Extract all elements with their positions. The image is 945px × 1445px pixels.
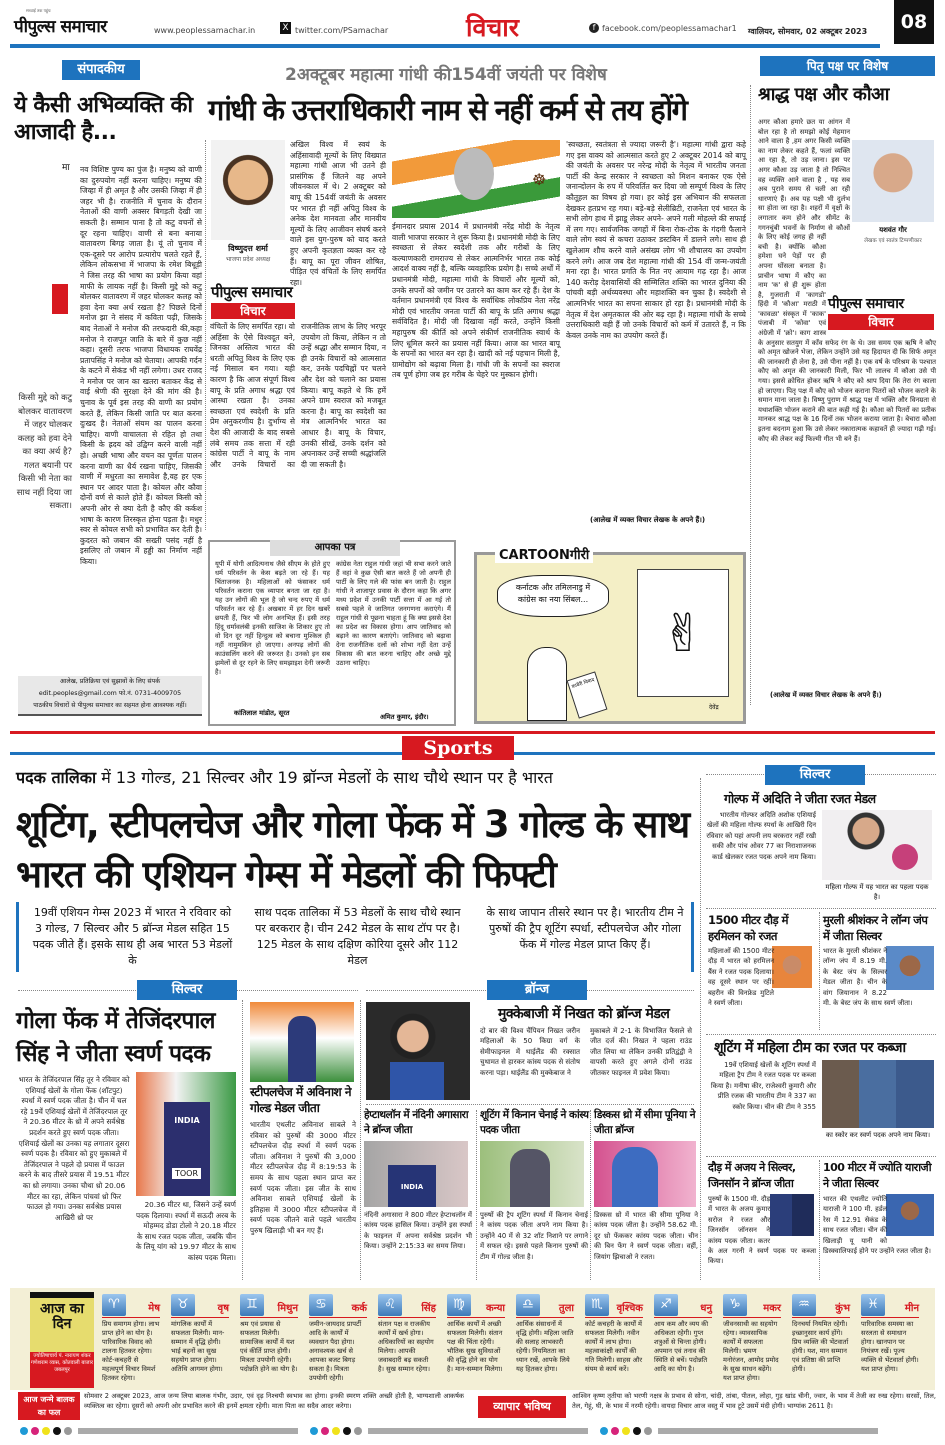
aaj-ka-din-title: आज का दिन [40, 1301, 84, 1332]
right-headline: श्राद्ध पक्ष और कौआ [758, 84, 889, 105]
sign-name: मीन [904, 1303, 919, 1314]
website-link[interactable]: www.peoplessamachar.in [154, 26, 256, 35]
zodiac-sign-10 [723, 1294, 781, 1394]
color-dot [600, 1427, 608, 1435]
sports-kicker [16, 766, 553, 788]
contact-email[interactable]: edit.peoples@gmail.com फो.नं. 0731-4009705 [38, 690, 182, 697]
sign-name: कुंभ [835, 1303, 850, 1314]
discus-body: डिस्कस थ्रो में भारत की सीमा पूनिया ने कांस्य पदक जीता है। उन्होंने 58.62 मी. दूर थ्रो फेंककर कांस्य पदक जीता। चीन की बिन फेंग ने स्वर्ण पदक जीता। वहीं, जियांग झिचाओ ने रजत। [594, 1211, 698, 1261]
page-number: 08 [894, 0, 934, 44]
trap-body: पुरुषों की ट्रैप शूटिंग स्पर्धा में किनान चेनाई ने कांस्य पदक जीता अपने नाम किया है। उन्होंने 40 में से 32 शॉट निशाने पर लगाने में सफल रहे। इससे पहले किनान पुरुषों की टीम में गोल्ड जीता है। [480, 1211, 588, 1261]
sign-name: सिंह [421, 1303, 436, 1314]
color-dot [611, 1427, 619, 1435]
golf-caption: महिला गोल्फ में यह भारत का पहला पदक है। [825, 883, 929, 901]
heptathlon-photo [364, 1141, 468, 1207]
column-divider [750, 85, 751, 705]
main-col-4: 'स्वच्छता, स्वतंत्रता से ज्यादा जरूरी है'। महात्मा गांधी द्वारा कहे गए इस वाक्य को आत्मसात करते हुए 2 अक्टूबर 2014 को बापू की जयंती के अवसर पर नरेन्द्र मोदी के नेतृत्व में भारतीय जनता पार्टी की केन्द्र सरकार ने स्वच्छता को मिशन बनाकर एक ऐसे जनान्दोलन के रुप में परिवर्तित कर दिया जो सम्पूर्ण विश्व के लिए कौतूहल का विषय हो गया। हर कोई इस अभियान की सफलता देखकर हतप्रभ रह गया। बड़े-बड़े सेलीब्रिटी, राजनेता एवं भारत के सभी लोग हाथ में झाडू लेकर अपने- अपने गली मोहल्ले की सफाई में लग गए। सार्वजनिक जगहों में बिना रोक-टोक के गंदगी फैलाने वाले लोग स्वयं से कचरा उठाकर डस्टबिन में डालने लगे। साथ ही खुलेआम शौच करने वाले असंख्य लोग भी शौचालय का उपयोग करने लगे। आज जब देश महात्मा गांधी की 154 वीं जन्म-जयंती मना रहा है। भारत प्रगति के नित नए आयाम गढ़ रहा है। आज 140 करोड़ देशवासियों की सम्मिलित शक्ति का भारत दुनिया की पांचवी बड़ी अर्थव्यवस्था और महाशक्ति बन चुका है। स्वदेशी से आत्मनिर्भर भारत का सपना साकार हो रहा है। प्रधानमंत्री मोदी के नेतृत्व में देश अमृतकाल की ओर बढ़ रहा है। महात्मा गांधी के सच्चे उत्तराधिकारी वही हैं जो उनके विचारों को कर्म में उतारते हैं, न कि केवल उनके नाम का उपयोग करते हैं। [566, 140, 746, 340]
opinion-bottom-rule [10, 731, 935, 734]
zodiac-sign-5 [378, 1294, 436, 1394]
sports-blurb-3: के साथ जापान तीसरे स्थान पर है। भारतीय टीम ने पुरुषों की ट्रैप शूटिंग स्पर्धा, स्टीपलचेज और गोला फेंक में गोल्ड मेडल प्राप्त किए हैं। [486, 906, 684, 951]
letters-box [208, 540, 456, 726]
sign-prediction: आर्थिक कार्यों में अच्छी सफलता मिलेगी। संतान पक्ष की चिंता रहेगी। भौतिक सुख सुविधाओं की वृद्धि होने का योग है। मान-सम्मान मिलेगा। [447, 1320, 503, 1373]
zodiac-symbol-icon: ♍ [447, 1294, 471, 1316]
sign-prediction: दिनचर्या नियमित रहेगी। इच्छानुसार कार्य होंगे। प्रिय व्यक्ति की भेंटवार्ता होगी। यश, मान सम्मान एवं प्रतिष्ठा की प्राप्ति होगी। [792, 1320, 849, 1373]
cartoon-paper: कावेरी विवाद [567, 671, 608, 718]
zodiac-symbol-icon: ♋ [309, 1294, 333, 1316]
astrologer-credit: ज्योतिषाचार्य पं. नारायण शंकर गणेशराम व्यास, कोतवाली बाजार जबलपुर [30, 1352, 94, 1388]
boxing-body-2: मुकाबले में 2-1 के विभाजित फैसले से जीत दर्ज की। निखत ने पहला राउंड जीत लिया था लेकिन उनकी प्रतिद्वंद्वी ने वापसी करते हुए अगले दोनों राउंड जीतकर फाइनल में प्रवेश किया। [590, 1027, 692, 1077]
contact-line: आलेख, प्रतिक्रिया एवं सुझावों के लिए संपर्क [59, 678, 161, 685]
sign-header [102, 1294, 160, 1318]
sidebar-divider [700, 778, 701, 1280]
sign-header [792, 1294, 850, 1318]
dateline: ग्वालियर, सोमवार, 02 अक्टूबर 2023 [748, 27, 868, 36]
aaj-ka-din-box [30, 1292, 94, 1388]
shotput-headline: गोला फेंक में तेजिंदरपाल सिंह ने जीता स्वर्ण पदक [16, 1008, 215, 1067]
shotput-body: भारत के तेजिंदरपाल सिंह तूर ने रविवार को एशियाई खेलों के गोला फेंक (शॉटपुट) स्पर्धा में स्वर्ण पदक जीता है। चीन में चल रहे 19वें एशियाई खेलों में तेजिंदरपाल तूर ने 20.36 मीटर के थ्रो में अपने सर्वश्रेष्ठ प्रदर्शन करते हुए स्वर्ण पदक जीता। एशियाई खेलों का उनका यह लगातार दूसरा स्वर्ण पदक है। रविवार को हुए मुकाबले में तेजिंदरपाल ने पहले दो प्रयास में फाउल करने के बाद तीसरे प्रयास में 19.51 मीटर का थ्रो लगाया। उनका चौथा थ्रो 20.06 मीटर का रहा, लेकिन पांचवां थ्रो फिर फाउल हो गया। उनका सर्वश्रेष्ठ प्रयास आखिरी थ्रो पर [18, 1075, 130, 1222]
charkha-icon: ☸ [532, 170, 547, 189]
zodiac-sign-9 [654, 1294, 712, 1394]
sports-section-tab: Sports [402, 736, 514, 760]
jyoti-text: भारत की एथलीट ज्योति याराजी ने 100 मी. हर्डल रेस में 12.91 सेकंड के साथ रजत जीता। चीन की खिलाड़ी यू यानी को डिस्क्वालिफाई होने पर उन्होंने रजत जीता है। [823, 1195, 931, 1256]
author-name: विष्णुदत्त शर्मा [228, 244, 268, 253]
logo-tagline: सच्चाई तक पहुंच [26, 8, 51, 13]
steeplechase-headline: स्टीपलचेज में अविनाश ने गोल्ड मेडल जीता [250, 1085, 352, 1115]
header-rule [10, 44, 880, 48]
right-author-name: यशवंत गौर [879, 226, 907, 234]
discus-photo [594, 1141, 696, 1207]
sports-blurb-1: 19वीं एशियन गेम्स 2023 में भारत ने रविवार को 3 गोल्ड, 7 सिल्वर और 5 ब्रॉन्ज मेडल सहित 15 पदक जीते हैं। इसके साथ ही अब भारत 53 मेडलों के [32, 906, 233, 967]
politician-figure [527, 647, 567, 721]
speech-bubble: कर्नाटक और तमिलनाडु में कांग्रेस का नया सिंबल... [497, 575, 609, 617]
zodiac-sign-3 [240, 1294, 298, 1394]
kicker-bold: पदक तालिका [16, 768, 97, 787]
shotput-body-2: 20.36 मीटर था, जिसने उन्हें स्वर्ण पदक दिलाया। स्पर्धा में सऊदी अरब के मोहम्मद डोडा टोलो ने 20.18 मीटर के साथ रजत पदक जीता, जबकि चीन के लियू यांग को 19.97 मीटर के साथ कांस्य पदक मिला। [136, 1200, 237, 1262]
divider [366, 1104, 694, 1105]
zodiac-symbol-icon: ♐ [654, 1294, 678, 1316]
golf-body: भारतीय गोल्फर अदिति अशोक एशियाई खेलों की महिला गोल्फ स्पर्धा के आखिरी दिन रविवार को यहां अपनी लय बरकरार नहीं रखी सकी और पांच ओवर 77 का निराशाजनक कार्ड खेलकर रजत पदक अपने नाम किया। [706, 811, 816, 861]
gray-bar [368, 1428, 588, 1434]
sign-prediction: कोर्ट कचहरी के कार्यों में सफलता मिलेगी। नवीन कार्यों में लाभ होगा। महत्वाकांक्षी कार्यों की गति मिलेगी। साहस और संयम से कार्य करें। [585, 1320, 643, 1373]
letter-1: यूपी में योगी आदित्यनाथ जैसे सीएम के होते हुए धर्म परिवर्तन के केस बढ़ते जा रहे हैं। यह चिंताजनक है। महिलाओं को फंसाकर धर्म परिवर्तन कराना एक व्यापार बनता जा रहा है। यह उन लोगों की भूल है जो चन्द रुपए में धर्म परिवर्तन कर रहे हैं। अखबार में हर दिन खबरें छपती हैं, फिर भी लोग अनभिज्ञ हैं। इसी तरह हिंदू धर्मावलंबी इनकी साजिश के शिकार हुए तो वो दिन दूर नहीं हिन्दुत्व को बचाना मुश्किल ही नहीं नामुमकिन हो जाएगा। अनपढ़ लोगों की काउंसलिंग करने की जरूरत है। उनको इन सब झमेलों से दूर रहने के लिए समझाइश देनी जरूरी है। [215, 560, 330, 676]
sign-header [723, 1294, 781, 1318]
sign-prediction: प्रिय समागम होगा। लाभ प्राप्त होने का योग है। पारिवारिक विवाद को टालना हितकर रहेगा। कोर्ट-कचहरी से महत्वपूर्ण विचार विमर्श हितकर रहेगा। [102, 1320, 160, 1382]
trap-shooter-photo [480, 1141, 584, 1207]
zodiac-symbol-icon: ♓ [861, 1294, 885, 1316]
sign-header [654, 1294, 712, 1318]
sign-name: मेष [148, 1303, 160, 1314]
boxing-photo [366, 1002, 470, 1100]
float-spacer [850, 118, 936, 238]
zodiac-symbol-icon: ♌ [378, 1294, 402, 1316]
float-spacer [826, 290, 936, 336]
trap-headline: शूटिंग में किनान चेनाई ने कांस्य पदक जीता [480, 1109, 589, 1136]
victory-sign-poster: ✌ [637, 569, 729, 697]
right-vichar-banner: विचार [828, 314, 934, 330]
boxing-body-1: दो बार की विश्व चैंपियन निखत जरीन महिलाओं के 50 किग्रा वर्ग के सेमीफाइनल में थाईलैंड की रक्सात चुथामत से हारकर कांस्य पदक से संतोष करना पड़ा। थाईलैंड की मुक्केबाज ने [480, 1027, 580, 1077]
athlete-figure [288, 1016, 316, 1082]
letter-2: कांग्रेस नेता राहुल गांधी जहां भी सभा करने जाते हैं वहां वे कुछ ऐसी बात करते हैं जो अपनी ही पार्टी के लिए गले की फांस बन जाती है। राहुल गांधी ने शाजापुर प्रवास के दौरान कहा कि अगर मध्य प्रदेश में उनकी पार्टी सत्ता में आ गई तो सबसे पहले वे जातिगत जनगणना कराएंगे। मैं राहुल गांधी से पूछना चाहता हूं कि क्या इससे देश का प्रदेश का विकास होगा। आप जातिवाद को बढ़ाने का कारण बताएंगे। जातिवाद को बढ़ावा देना राजनीतिक दलों को शोभा नहीं देता उन्हें विकास की बात करना चाहिए और अच्छे मुद्दे उठाना चाहिए। [336, 560, 451, 667]
silver-tab: सिल्वर [137, 980, 237, 1000]
heptathlon-headline: हेप्टाथलॉन में नंदिनी अगासारा ने ब्रॉन्ज जीता [364, 1109, 469, 1136]
sign-header [240, 1294, 298, 1318]
murali-headline: मुरली श्रीशंकर ने लॉन्ग जंप में जीता सिल्वर [823, 913, 928, 943]
vichar-banner: विचार [211, 303, 295, 319]
divider [706, 1034, 936, 1035]
sign-header [447, 1294, 505, 1318]
color-dot [321, 1427, 329, 1435]
born-child-label: आज जन्मे बालक का फल [18, 1392, 80, 1420]
trade-forecast-text: आश्विन कृष्ण तृतीया को भरणी नक्षत्र के प्रभाव से सोना, चांदी, तांबा, पीतल, लोहा, गुड़ खांड चीनी, ज्वार, के भाव में तेजी का रुख रहेगा। सरसों, तिल, तेल, गेहूं, घी, के भाव में नरमी रहेगी। वायदा विचार आज वस्तु में भाव टूटे उसमें मंदी होगी। भाग्यांक 2611 है। [572, 1392, 936, 1410]
sign-name: कन्या [485, 1303, 505, 1314]
sign-prediction: आय कम और व्यय की अधिकता रहेगी। गुप्त शत्रुओं से चिन्ता होगी। अपमान एवं तनाव की स्थिति से बचें। पदोन्नति आदि का योग है। [654, 1320, 709, 1373]
zodiac-symbol-icon: ♒ [792, 1294, 816, 1316]
right-label: पितृ पक्ष पर विशेष [760, 56, 935, 76]
color-dot [343, 1427, 351, 1435]
twitter-x-icon: X [280, 22, 291, 34]
letters-title: आपका पत्र [270, 540, 400, 556]
editorial-label: संपादकीय [62, 60, 140, 80]
column-divider [360, 1000, 361, 1280]
zodiac-symbol-icon: ♊ [240, 1294, 264, 1316]
registration-marks [20, 1427, 930, 1437]
sign-prediction: जमीन-जायदाद प्रापर्टी आदि के कार्यों में व्यवधान पैदा होगा। अनावश्यक खर्च से आपका बजट बिगड़ सकता है। मित्रता उपयोगी रहेगी। [309, 1320, 362, 1382]
right-body [758, 118, 936, 688]
column-divider [819, 912, 820, 1030]
harmilan-body [708, 946, 816, 1030]
gray-bar [658, 1428, 878, 1434]
zodiac-sign-4 [309, 1294, 367, 1394]
float-spacer [887, 946, 937, 990]
zodiac-sign-8 [585, 1294, 643, 1394]
editorial-pull-quote: किसी मुद्दे को कटु बोलकर वातावरण में जहर घोलकर कलह को हवा देने का क्या अर्थ है? गलत बयानी पर किसी भी नेता का साथ नहीं दिया जा सकता। [16, 393, 72, 511]
right-body-text: अगर कौआ हमारे छत या आंगन में बोल रहा है तो समझो कोई मेहमान आने वाला है ,हम अगर किसी व्यक्ति का नाम लेकर कहते हैं, फलां व्यक्ति आ रहा है, तो उड़ जाना। इस पर अगर कौआ उड़ जाता है तो निश्चित वह व्यक्ति आने वाला है , यह सब अब पुराने समय से चली आ रही धारणाएं हैं। अब यह पक्षी भी दुर्लभ सा होता जा रहा है। शहरों में वृक्षों के लगातार कम होने और सीमेंट के गगनचुंबी भवनों के निर्माण से कौओं के लिए कोई जगह ही नहीं बची है। क्योंकि कौआ हमेशा घने पेड़ों पर ही अपना घोंसला बनाता है। प्राचीन भाषा में कौए का नाम 'क' से ही शुरू होता है, गुजराती में 'कागडो' हिंदी में 'कौआ' मराठी में 'कावळा' संस्कृत में 'काक' पंजाबी में 'कोवा' एवं अंग्रेजी में 'क्रो'। काग शास्त्र के अनुसार सतयुग में काँव सफेद रंग के थे। उस समय एक ऋषि ने कौए को अमृत खोजने भेजा, लेकिन उन्होंने उसे यह हिदायत दी कि सिर्फ अमृत की जानकारी ही लेना है, उसे पीना नहीं है। एक वर्ष के परिश्रम के पश्चात कौए को अमृत की जानकारी मिली, फिर भी लालच में कौआ उसे पी गया। इससे क्रोधित होकर ऋषि ने कौए को श्राप दिया कि तेरा रंग काला हो जाएगा। पितृ पक्ष में कौए को भोजन कराना पितरों को भोजन कराने के समान माना जाता है। विष्णु पुराण में श्राद्ध पक्ष में भक्ति और विनम्रता से यथाशक्ति भोजन कराने की बात कही गई है। कौआ को पितरों का प्रतीक मानकर श्राद्ध पक्ष के 16 दिनों तक भोजन कराया जाता है। बेचारा कौआ इतना बदनाम हुआ कि उसे लेकर नकारात्मक कहावतें ही ज्यादा गढ़ी गई। कौए की लेकर कई फिल्मी गीत भी बने हैं। [758, 118, 936, 443]
vichar-logo: पीपुल्स समाचार [211, 283, 293, 301]
column-divider [819, 1160, 820, 1280]
sign-name: कर्क [351, 1303, 367, 1314]
born-child-text: सोमवार 2 अक्टूबर 2023, आज जन्म लिया बालक गंभीर, उदार, एवं दृढ़ निश्चयी स्वभाव का होगा। इनकी स्मरण शक्ति अच्छी होती है, भाग्यशाली आकर्षक व्यक्तित्व का रहेगा। दूसरों को अपनी ओर प्रभावित करने की इनमें क्षमता रहेगी। माता पिता का सदैव आदर करेगा। [84, 1392, 464, 1410]
discus-headline: डिस्कस थ्रो में सीमा पूनिया ने जीता ब्रॉन्ज [594, 1109, 696, 1136]
golf-headline: गोल्फ में अदिति ने जीता रजत मेडल [724, 791, 876, 806]
boxing-headline: मुक्केबाजी में निखत को ब्रॉन्ज मेडल [498, 1006, 670, 1022]
color-dot [53, 1427, 61, 1435]
sign-prediction: पारिवारिक समस्या का सरलता से समाधान होगा। खानपान पर नियंत्रण रखें। पूज्य व्यक्ति से भेंटवार्ता होगी। यश प्राप्त होगा। [861, 1320, 919, 1373]
right-author-role: लेखक एवं स्वतंत्र टिप्पणीकार [864, 238, 922, 244]
zodiac-sign-12 [861, 1294, 919, 1394]
gray-bar [78, 1428, 298, 1434]
float-spacer [887, 1194, 937, 1236]
column-divider [590, 1110, 591, 1280]
sign-name: मिथुन [277, 1303, 298, 1314]
sports-blurb-2: साथ पदक तालिका में 53 मेडलों के साथ चौथे स्थान पर बरकरार है। चीन 242 मेडल के साथ टॉप पर है। 125 मेडल के साथ दक्षिण कोरिया दूसरे और 112 मेडल [254, 906, 461, 967]
sign-header [585, 1294, 643, 1318]
main-col-3: ईमानदार प्रयास 2014 में प्रधानमंत्री नरेंद्र मोदी के नेतृत्व वाली भाजपा सरकार ने शुरू किया है। प्रधानमंत्री मोदी के लिए स्वच्छता से लेकर स्वदेशी तक और गरीबों के लिए कल्याणकारी रामराज्य से लेकर आत्मनिर्भर भारत तक कोई आदर्श वाक्य नहीं है, बल्कि व्यवहारिक प्रयोग है। सच्चे अर्थों में प्रधानमंत्री मोदी, महात्मा गांधी के विचारों और मूल्यों को, उनके सपनों को जमीन पर उतारने का काम कर रहे हैं। देश के वर्तमान प्रधानमंत्री एवं विश्व के सर्वाधिक लोकप्रिय नेता नरेंद्र मोदी एवं भारतीय जनता पार्टी की बापू के प्रति अगाध श्रद्धा सर्वविदित है। मोदी जी दिखावा नहीं करते, उन्होंने किसी महापुरुष की कीर्ति को अपने संकीर्ण राजनीतिक स्वार्थ के लिए धूमिल करने का प्रयास नहीं किया। आज का भारत बापू के सपनों का भारत बन रहा है। खादी को नई पहचान मिली है, ग्रामोद्योग को बढ़ावा मिला है। गांधी जी के सपनों का स्वराज तब पूर्ण होगा जब हर गरीब के चेहरे पर मुस्कान होगी। [392, 222, 560, 380]
cartoon-title [495, 545, 593, 563]
zodiac-symbol-icon: ♉ [171, 1294, 195, 1316]
kicker-rest: में 13 गोल्ड, 21 सिल्वर और 19 ब्रॉन्ज मेडलों के साथ चौथे स्थान पर है भारत [101, 768, 553, 787]
twitter-link[interactable]: twitter.com/PSamachar [295, 26, 389, 35]
sign-name: तुला [558, 1303, 574, 1314]
zodiac-sign-7 [516, 1294, 574, 1394]
divider [706, 908, 936, 909]
ajay-headline: दौड़ में अजय ने सिल्वर, जिनसॉन ने ब्रॉन्ज जीता [708, 1161, 796, 1190]
author-photo [211, 140, 285, 240]
zodiac-sign-1 [102, 1294, 160, 1394]
trap-team-photo [822, 1060, 934, 1128]
athlete-jersey: INDIA [164, 1102, 210, 1196]
golf-silver-tab: सिल्वर [765, 765, 865, 785]
zodiac-symbol-icon: ♈ [102, 1294, 126, 1316]
float-spacer [774, 946, 816, 988]
sign-header [309, 1294, 367, 1318]
sign-name: मकर [763, 1303, 781, 1314]
golf-photo [822, 810, 932, 880]
pull-quote-marker [52, 284, 68, 314]
cartoon-box [474, 548, 746, 724]
gandhi-portrait [454, 148, 494, 200]
trade-forecast-label: व्यापार भविष्य [478, 1396, 566, 1418]
murali-body [823, 946, 937, 1030]
color-dot [310, 1427, 318, 1435]
cartoonist-signature: देवेंद्र [709, 704, 719, 711]
trap-team-body-2: का स्कोर कर स्वर्ण पदक अपने नाम किया। [825, 1131, 931, 1139]
trap-team-headline: शूटिंग में महिला टीम का रजत पर कब्जा [714, 1040, 906, 1056]
color-dot [42, 1427, 50, 1435]
jyoti-body [823, 1194, 937, 1280]
heptathlon-body: नंदिनी अगासारा ने 800 मीटर हेप्टाथलॉन में कांस्य पदक हासिल किया। उन्होंने इस स्पर्धा के फाइनल में अपना सर्वश्रेष्ठ प्रदर्शन भी किया। उन्होंने 2:15:33 का समय लिया। [364, 1211, 472, 1251]
harmilan-headline: 1500 मीटर दौड़ में हरमिलन को रजत [708, 913, 788, 943]
shotput-photo [136, 1072, 236, 1196]
main-kicker: 2अक्टूबर महात्मा गांधी की154वीं जयंती पर विशेष [285, 65, 607, 85]
letter-2-signature: अमित कुमार, इंदौर। [380, 713, 429, 721]
editorial-contact-box [18, 676, 202, 716]
sports-headline: शूटिंग, स्टीपलचेज और गोला फेंक में 3 गोल्ड के साथ भारत की एशियन गेम्स में मेडलों की फिफ्टी [16, 803, 689, 896]
color-dot [644, 1427, 652, 1435]
main-author-note: (आलेख में व्यक्त विचार लेखक के अपने हैं।) [590, 516, 706, 524]
zodiac-sign-6 [447, 1294, 505, 1394]
steeplechase-body: भारतीय एथलीट अविनाश साबले ने रविवार को पुरुषों की 3000 मीटर स्टीपलचेज दौड़ स्पर्धा में स्वर्ण पदक जीता। अविनाश ने पुरुषों की 3,000 मीटर स्टीपलचेज दौड़ में 8:19:53 के समय के साथ पहला स्थान प्राप्त कर स्वर्ण पदक जीता। इस जीत के साथ अविनाश साबले एशियाई खेलों के इतिहास में 3000 मीटर स्टीपलचेज में स्वर्ण पदक जीतने वाले पहले भारतीय पुरुष खिलाड़ी भी बन गए हैं। [250, 1120, 356, 1235]
divider [706, 1156, 936, 1157]
athlete-jersey: INDIA [388, 1165, 436, 1207]
sign-header [378, 1294, 436, 1318]
right-vichar-logo: पीपुल्स समाचार [828, 296, 904, 312]
bronze-tab: ब्रॉन्ज [487, 980, 587, 1000]
section-title: विचार [466, 13, 519, 42]
editorial-body: नव विशिष्ट पुण्य का पुंज है। मनुष्य को वाणी का दुरुपयोग नहीं करना चाहिए। मनुष्य की जिव्हा में ही अमृत है और उसकी जिव्हा में ही जहर भी है। राजनीति में चुनाव के दौरान नेताओं की वाणी अक्सर बिगड़ती देखी जा सकती है। सम्मान पाना है तो कटु वचनों से दूर रहना चाहिए। वाणी से बना बनाया वातावरण बिगड़ जाता है। यूं तो चुनाव में एक-दूसरे पर आरोप प्रत्यारोप चलते रहते हैं, लेकिन लोकसभा में भाजपा के रमेश बिधूड़ी ने जिस तरह की भाषा का प्रयोग किया वहां माफी के लायक नहीं है। किसी मुद्दे को कटु बोलकर वातावरण में जहर घोलकर कलह को हवा देना क्या अर्थ रखता है? पिछले दिनों मनोज झा ने संसद में कविता पढ़ी, जिसके बाद नेताओं ने मनोज की तरफदारी की,कहा मनोज ने राजपूत जाति के बारे में कुछ नहीं कहा। दूसरी तरफ भाजपा विधायक राघवेंद्र प्रतापसिंह ने मनोज को चेताया। आपकी गर्दन के कटने में सेकंड भी नहीं लगेगा। उधर राजद ने मनोज पर जान का खतरा बताकर केंद्र से वाई श्रेणी की सुरक्षा देने की मांग की है। चुनाव के पूर्व इस तरह की वाणी का प्रयोग करते हैं, लेकिन किसी जाति पर बात करना दुःखद है। नेताओं संयम का पालन करना चाहिए। वाणी वाचालता से रहित हो तथा किसी के ह्रदय को उद्विग्न करने वाली नहीं हो। अच्छी भाषा और वचन का पूर्णतः पालन करना वाणी का धैर्य रखना चाहिए, जिसकी वाणी में मधुरता का समावेश है,वह हर एक स्थान पर आदर पाता है। कोयल और कौवा दोनों वर्ण से काले होते हैं। कोयल किसी को अपनी ओर से क्या देती है कौए की कर्कश भाषा के कारण तिरस्कृत होना पड़ता है। मधुर स्वर से कोयल सभी को प्रभावित कर देती है। कुदरत को जबान की सख्ती पसंद नहीं है इसलिए तो जबान में हड्डी का निर्माण नहीं किया। [80, 165, 202, 566]
zodiac-symbol-icon: ♏ [585, 1294, 609, 1316]
ajay-body [708, 1194, 816, 1280]
color-dot [633, 1427, 641, 1435]
color-dot [622, 1427, 630, 1435]
sign-header [516, 1294, 574, 1318]
sign-name: वृष [217, 1303, 229, 1314]
facebook-link[interactable]: facebook.com/peoplessamachar1 [602, 24, 737, 33]
masthead [14, 8, 934, 48]
athlete-figure [612, 1147, 658, 1207]
jyoti-headline: 100 मीटर में ज्योति याराजी ने जीता सिल्वर [823, 1161, 932, 1190]
murali-text: भारत के मुरली श्रीशंकर ने लॉन्ग जंप में 8.19 मी. के बेस्ट जंप के सिल्वर मेडल जीता है। चीन के वांग जियानान ने 8.22 मी. के बेस्ट जंप के साथ स्वर्ण जीता। [823, 947, 913, 1008]
ajay-text: पुरुषों के 1500 मी. दौड़ में भारत के अजय कुमार सरोज ने रजत और जिनसॉन जॉनसन ने कांस्य पदक जीता। कतर के अल गरनी ने स्वर्ण पदक पर कब्जा किया। [708, 1195, 816, 1266]
horoscope-band [10, 1288, 935, 1390]
main-col-2: वंचितों के लिए समर्पित रहा। वो अहिंसा के ऐसे विश्वदूत बने, जिनका अस्तित्व भारत की धरती अपितु विश्व के लिए एक नई मिसाल बन गया। यही कारण है कि आज संपूर्ण विश्व बापू के प्रति अगाध श्रद्धा एवं आस्था रखता है। उनका स्वच्छता एवं स्वदेशी के प्रति प्रेम अनुकरणीय है। दुर्भाग्य से देश की आजादी के बाद सबसे लंबे समय तक सत्ता में रही कांग्रेस पार्टी ने बापू के नाम और उनके विचारों का राजनीतिक लाभ के लिए भरपूर उपयोग तो किया, लेकिन न तो उन्हें श्रद्धा और सम्मान दिया, न ही उनके विचारों को आत्मसात कर, उनके पदचिह्नों पर चलने और देश को चलाने का प्रयास किया। बापू कहते थे कि हमें अपने ग्राम स्वराज को मजबूत करना है। बापू का स्वदेशी का मंत्र आत्मनिर्भर भारत का आधार है। बापू के विचार, उनकी सीखें, उनके दर्शन को अपनाकर उन्हें सच्ची श्रद्धांजलि दी जा सकती है। [210, 322, 386, 469]
cartoon-title-latin: CARTOON [499, 548, 570, 563]
facebook-icon: f [589, 23, 599, 33]
shooter-figure [510, 1149, 550, 1207]
athlete-bib: TOOR [172, 1168, 201, 1179]
column-divider [242, 1000, 243, 1280]
sign-prediction: मांगलिक कार्यों में सफलता मिलेगी। मान-सम्मान में वृद्धि होगी। भाई बहनों का सुख सहयोग प्राप्त होगा। अतिथि आगमन होगा। [171, 1320, 225, 1373]
athlete-vest [390, 1062, 444, 1100]
sign-prediction: जीवनसाथी का सहयोग रहेगा। व्यावसायिक कार्यों में सफलता मिलेगी। भ्रमण मनोरंजन, आमोद प्रमोद के सुख साधन बढ़ेंगे। यश प्राप्त होगा। [723, 1320, 779, 1382]
cartoon-title-hindi: गीरी [569, 548, 590, 563]
disclaimer: पाठकीय विचारों से पीपुल्स समाचार का सहमत होना आवश्यक नहीं। [33, 702, 187, 709]
harmilan-text: महिलाओं की 1500 मीटर दौड़ में भारत को हरमिलन बैंस ने रजत पदक दिलाया। वह दूसरे स्थान पर रहीं। बहरीन की विनफ्रेड मुटिले ने स्वर्ण जीता। [708, 947, 774, 1008]
sign-prediction: आर्थिक संसाधनों में वृद्धि होगी। महिला जाति की सलाह लाभकारी रहेगी। नियमितता का ध्यान रखें, आपके लिये यह हितकर होगा। [516, 1320, 574, 1373]
steeplechase-photo [250, 1002, 354, 1082]
sign-header [861, 1294, 919, 1318]
main-col-1: अखिल विश्व में स्वयं के अहिंसावादी मूल्यों के लिए विख्यात महात्मा गांधी आज भी उतने ही प्रासंगिक हैं जितने वह अपने जीवनकाल में थे। 2 अक्टूबर को बापू की 154वीं जयंती के अवसर पर भारत ही नहीं अपितु विश्व के अनेक देश मानवता और मानवीय मूल्यों के लिए आजीवन संघर्ष करने वाले इस युग-पुरुष को याद करते हुए अपनी कृतज्ञता व्यक्त कर रहे हैं। बापू का पूरा जीवन शोषित, पीड़ित एवं वंचितों के लिए समर्पित रहा। [290, 140, 386, 287]
main-headline: गांधी के उत्तराधिकारी नाम से नहीं कर्म से तय होंगे [208, 93, 687, 127]
sign-prediction: श्रम एवं प्रयास से सफलता मिलेगी। सामाजिक कार्यों में यश एवं कीर्ति प्राप्त होगी। मित्रता उपयोगी रहेगी। पदोन्नति होने का योग है। [240, 1320, 298, 1373]
gandhi-illustration [392, 140, 560, 218]
color-dot [20, 1427, 28, 1435]
sign-header [171, 1294, 229, 1318]
zodiac-symbol-icon: ♑ [723, 1294, 747, 1316]
sign-name: धनु [700, 1303, 712, 1314]
flower-bouquet [892, 844, 918, 870]
trap-team-body: 19वें एशियाई खेलों के शूटिंग स्पर्धा में महिला ट्रैप टीम ने रजत पदक पर कब्जा किया है। मनीषा कीर, राजेश्वरी कुमारी और प्रीति रजक की भारतीय टीम ने 337 का स्कोर किया। चीन की टीम ने 355 [710, 1061, 816, 1111]
column-divider [205, 140, 206, 530]
color-dot [64, 1427, 72, 1435]
editorial-dropcap: मा [62, 163, 70, 173]
newspaper-logo[interactable]: पीपुल्स समाचार [14, 17, 107, 37]
float-spacer [770, 1194, 816, 1236]
column-divider [476, 1110, 477, 1280]
color-dot [31, 1427, 39, 1435]
zodiac-sign-2 [171, 1294, 229, 1394]
zodiac-symbol-icon: ♎ [516, 1294, 540, 1316]
right-author-note: (आलेख में व्यक्त विचार लेखक के अपने हैं।) [770, 691, 882, 699]
sign-prediction: संतान पक्ष व राजकीय कार्यों में खर्च होगा। अधिकारियों का सहयोग मिलेगा। आपकी जवाबदारी बढ़ सकती है। सुख सम्मान रहेगा। [378, 1320, 434, 1373]
color-dot [354, 1427, 362, 1435]
color-dot [332, 1427, 340, 1435]
sign-name: वृश्चिक [616, 1303, 643, 1314]
editorial-headline: ये कैसी अभिव्यक्ति की आजादी है... [14, 93, 193, 145]
letter-1-signature: कांतिलाल मांडोत, सूरत [234, 709, 290, 717]
zodiac-sign-11 [792, 1294, 850, 1394]
author-role: भाजपा प्रदेश अध्यक्ष [225, 256, 271, 263]
